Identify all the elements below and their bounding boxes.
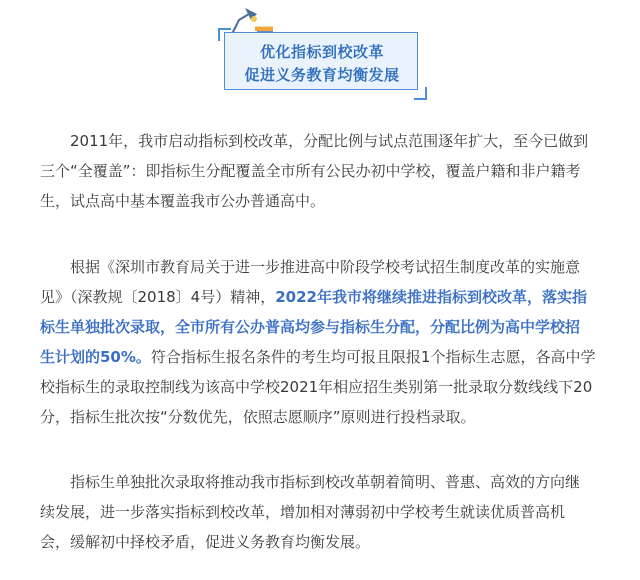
title-box [224,32,418,90]
p2-line-1: 根据《深圳市教育局关于进一步推进高中阶段学校考试招生制度改革的实施意 [70,258,581,276]
title-line-1: 优化指标到校改革 [259,43,384,61]
p3-line-3: 会，缓解初中择校矛盾，促进义务教育均衡发展。 [40,533,371,551]
p3-line-2: 续发展，进一步落实指标到校改革，增加相对薄弱初中学校考生就读优质普高机 [40,503,566,521]
p1-line-2: 三个“全覆盖”：即指标生分配覆盖全市所有公民办初中学校，覆盖户籍和非户籍考 [40,162,581,180]
p2-line-5: 校指标生的录取控制线为该高中学校2021年相应招生类别第一批录取分数线线下20 [40,378,593,396]
p2-line-4-highlight: 生计划的50%。 [40,348,151,366]
p2-line-2 [40,282,587,312]
p2-line-6: 分，指标生批次按“分数优先，依照志愿顺序”原则进行投档录取。 [40,408,476,426]
p2-line-4 [40,342,595,372]
p2-line-3-highlight: 标生单独批次录取，全市所有公办普高均参与指标生分配，分配比例为高中学校招 [40,318,581,336]
p1-line-1: 2011年，我市启动指标到校改革，分配比例与试点范围逐年扩大，至今已做到 [70,132,589,150]
p1-line-3: 生，试点高中基本覆盖我市公办普通高中。 [40,192,326,210]
p2-line-2-plain: 见》（深教规〔2018〕4号）精神， [40,288,276,306]
corner-decoration-bottom-right [413,86,427,100]
title-line-2: 促进义务教育均衡发展 [244,66,400,84]
p2-line-4-plain: 符合指标生报名条件的考生均可报且限报1个指标生志愿，各高中学 [150,348,596,366]
p3-line-1: 指标生单独批次录取将推动我市指标到校改革朝着简明、普惠、高效的方向继 [70,473,581,491]
title-banner [224,32,420,94]
p2-line-2-highlight: 2022年我市将继续推进指标到校改革，落实指 [275,288,587,306]
